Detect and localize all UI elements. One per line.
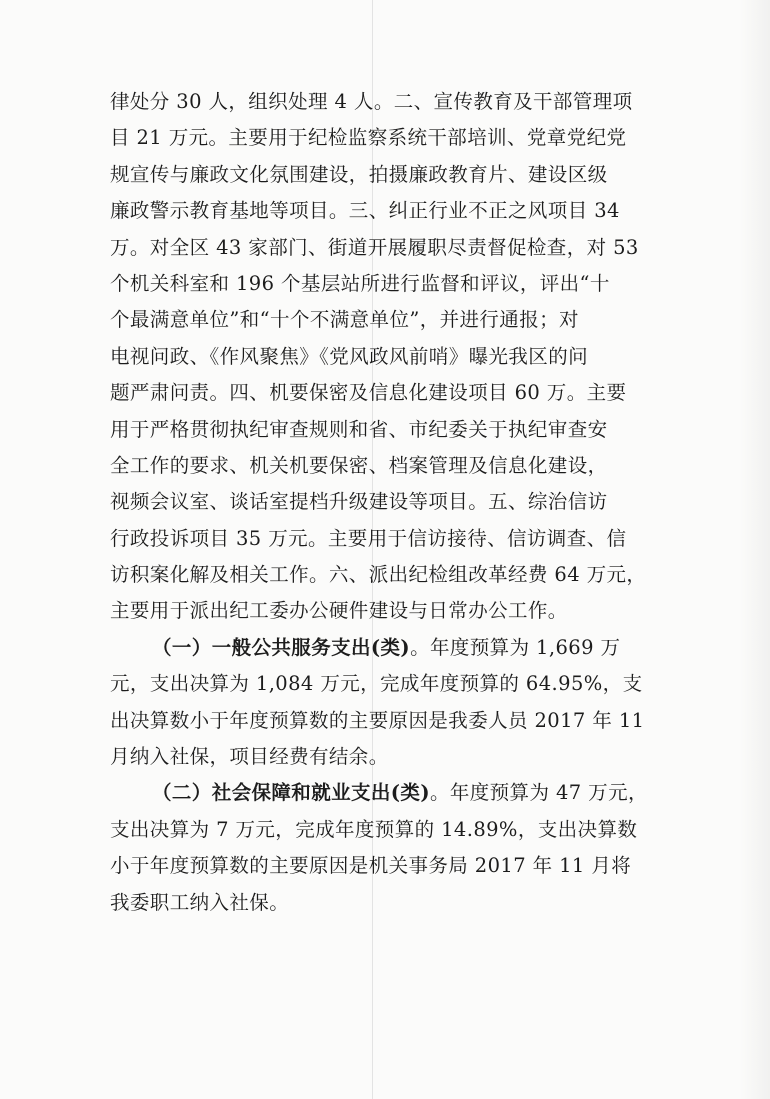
body-line-14: 访积案化解及相关工作。六、派出纪检组改革经费 64 万元， [110,563,647,587]
section2-line-2: 支出决算为 7 万元，完成年度预算的 14.89%，支出决算数 [110,817,638,841]
body-line-2: 目 21 万元。主要用于纪检监察系统干部培训、党章党纪党 [110,126,627,150]
section2-line-3: 小于年度预算数的主要原因是机关事务局 2017 年 11 月将 [110,854,632,878]
section2-first-line-rest: 。年度预算为 47 万元， [429,781,648,805]
section2-heading: （二）社会保障和就业支出(类) [152,781,430,805]
body-line-8: 电视问政、《作风聚焦》《党风政风前哨》曝光我区的问 [110,344,589,368]
body-line-3: 规宣传与廉政文化氛围建设，拍摄廉政教育片、建设区级 [110,162,608,186]
body-line-10: 用于严格贯彻执纪审查规则和省、市纪委关于执纪审查安 [110,417,608,441]
body-line-11: 全工作的要求、机关机要保密、档案管理及信息化建设， [110,453,608,477]
body-line-12: 视频会议室、谈话室提档升级建设等项目。五、综治信访 [110,490,608,514]
section2-line-4: 我委职工纳入社保。 [110,890,290,914]
body-line-5: 万。对全区 43 家部门、街道开展履职尽责督促检查，对 53 [110,235,639,259]
body-line-6: 个机关科室和 196 个基层站所进行监督和评议，评出“十 [110,271,610,295]
section1-line-2: 元，支出决算为 1,084 万元，完成年度预算的 64.95%，支 [110,672,643,696]
page-edge-shadow [740,0,770,1099]
section2-first-line [110,775,670,811]
body-line-15: 主要用于派出纪工委办公硬件建设与日常办公工作。 [110,599,568,623]
body-line-1: 律处分 30 人，组织处理 4 人。二、宣传教育及干部管理项 [110,90,633,113]
body-line-13: 行政投诉项目 35 万元。主要用于信访接待、信访调查、信 [110,526,627,550]
section1-first-line [110,630,670,666]
section1-heading: （一）一般公共服务支出(类) [152,635,411,659]
body-line-7: 个最满意单位”和“十个不满意单位”，并进行通报；对 [110,308,579,332]
section1-first-line-rest: 。年度预算为 1,669 万 [410,635,621,659]
document-page [110,84,670,921]
section1-line-3: 出决算数小于年度预算数的主要原因是我委人员 2017 年 11 [110,708,645,732]
body-line-9: 题严肃问责。四、机要保密及信息化建设项目 60 万。主要 [110,381,627,405]
section1-line-4: 月纳入社保，项目经费有结余。 [110,745,389,769]
body-line-4: 廉政警示教育基地等项目。三、纠正行业不正之风项目 34 [110,199,620,223]
